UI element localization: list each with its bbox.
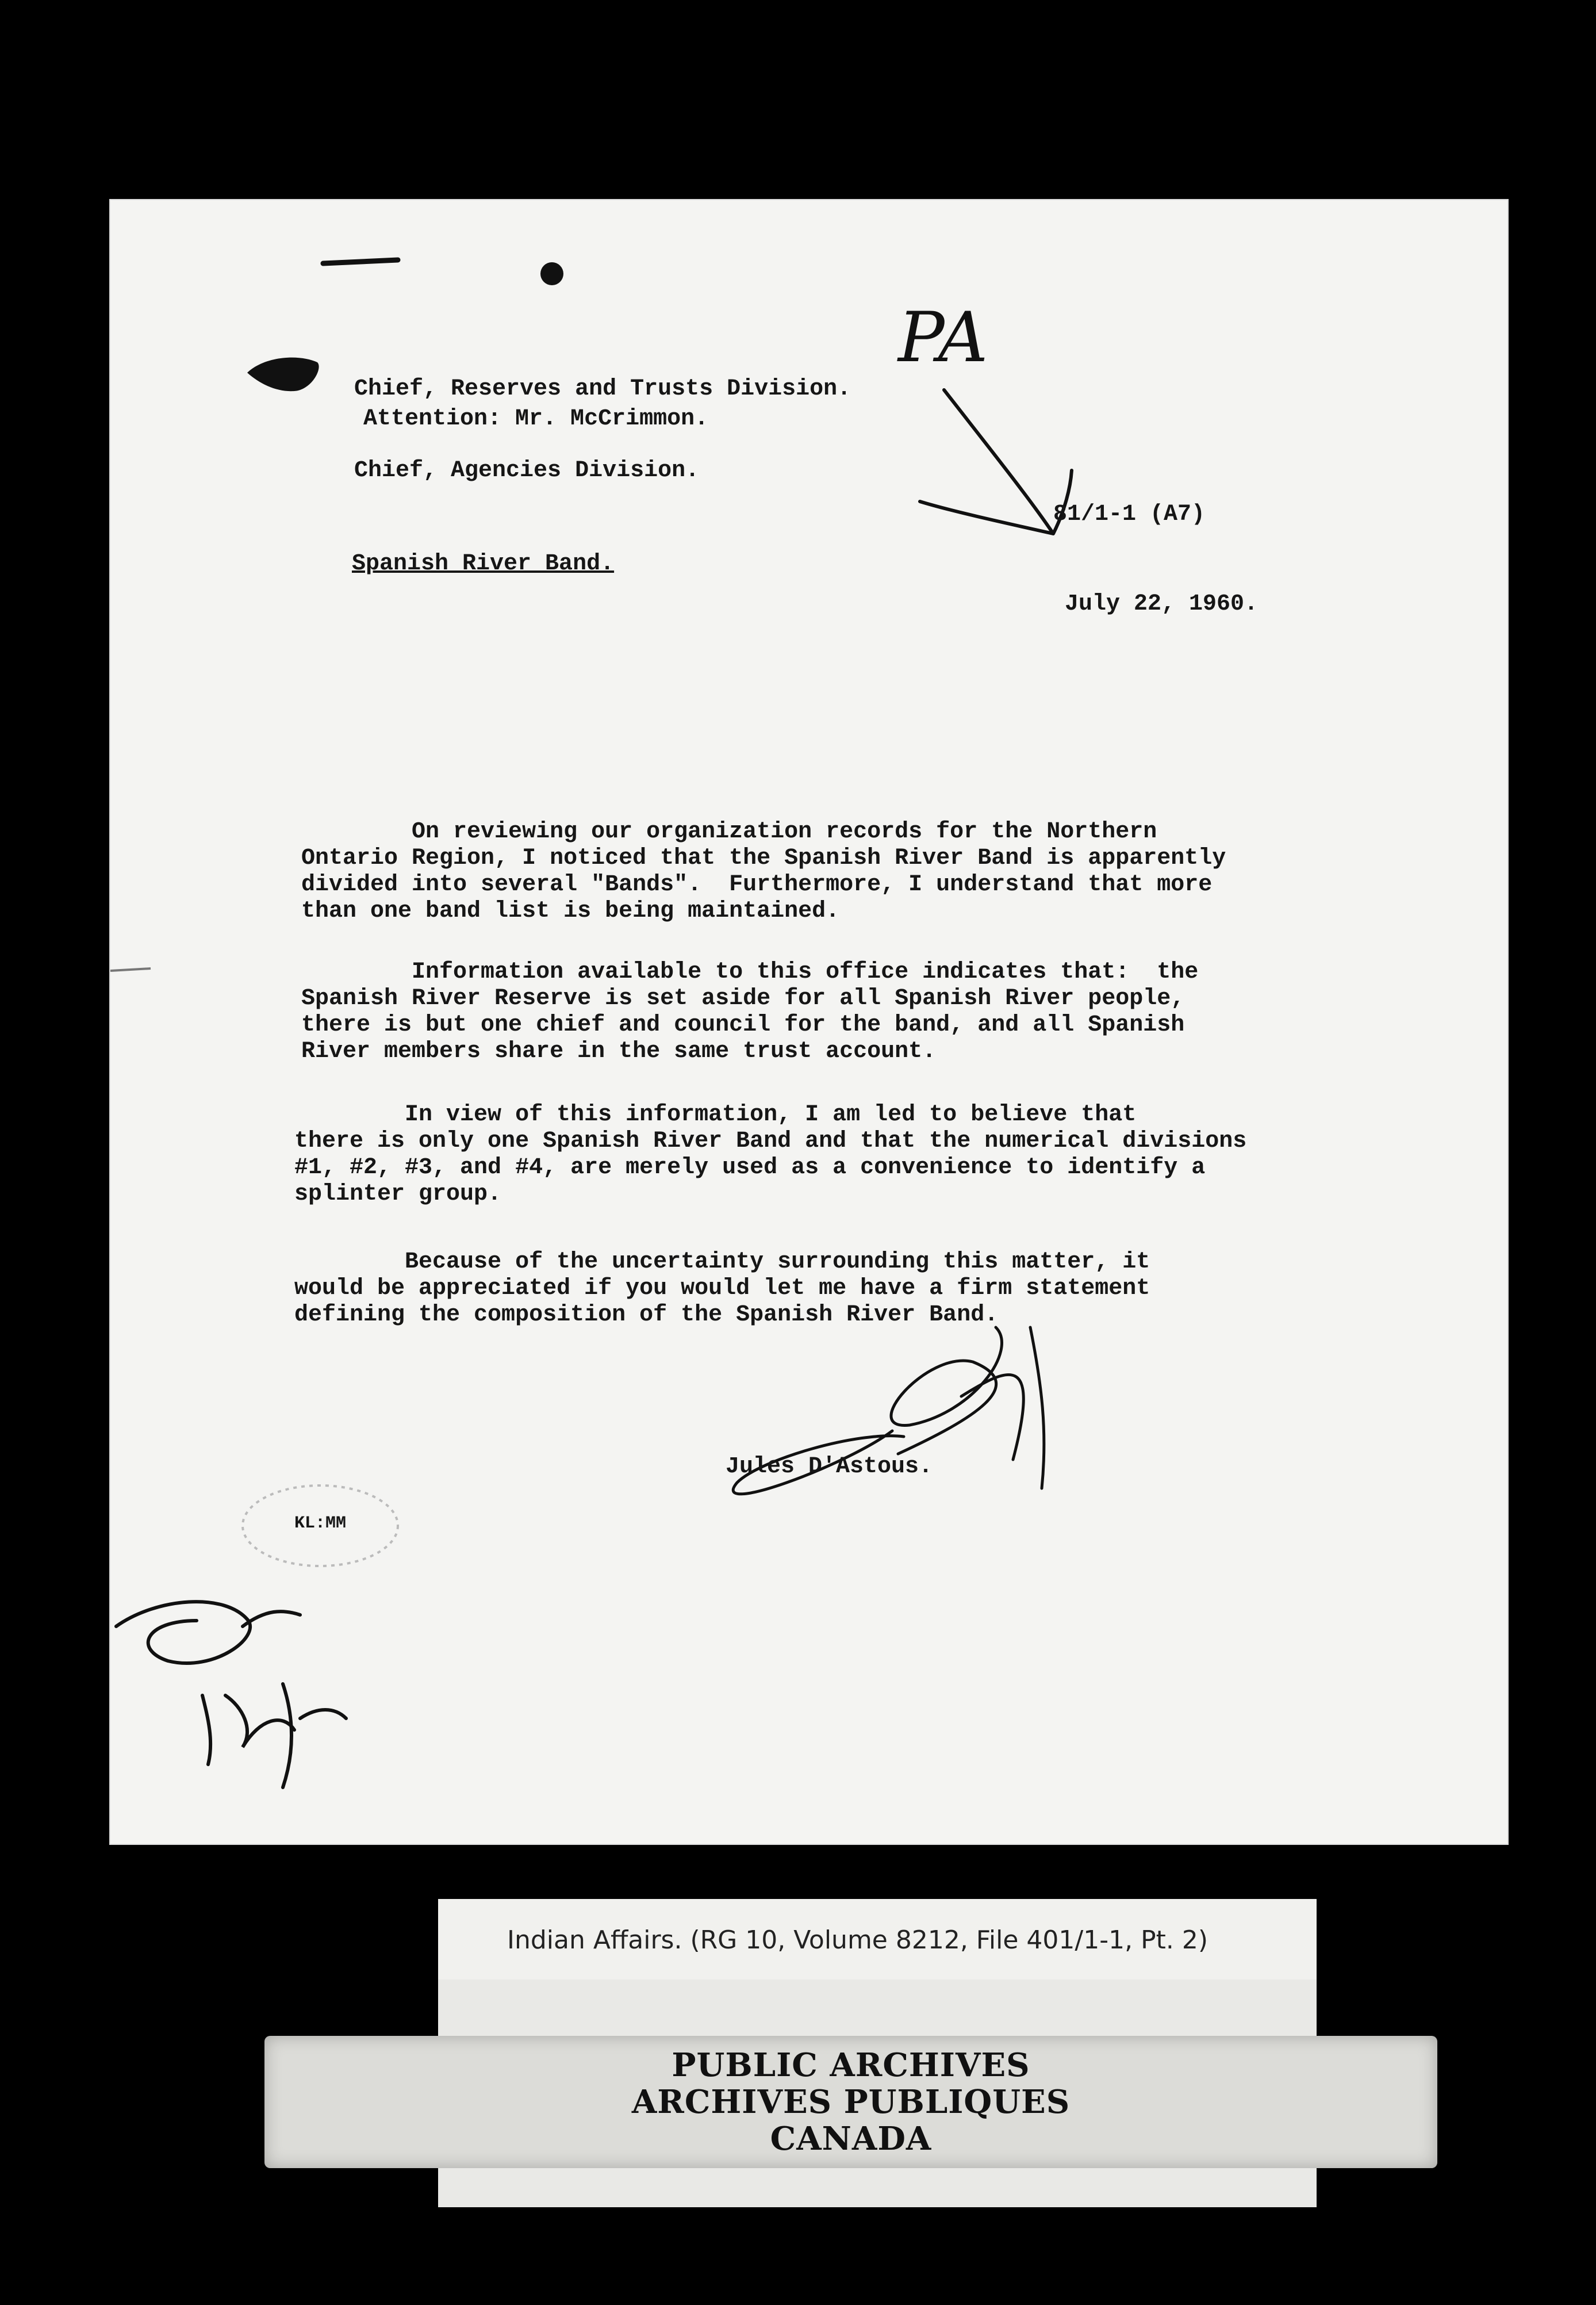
stamp-line-1: PUBLIC ARCHIVES [672, 2046, 1030, 2084]
reference-initials: KL:MM [294, 1514, 347, 1533]
paragraph-line: Information available to this office indicates that: the [301, 959, 1199, 985]
top-dash-mark [323, 260, 398, 263]
paragraph-line: than one band list is being maintained. [301, 898, 840, 924]
stamp-line-3: CANADA [770, 2120, 932, 2158]
signature-name: Jules D'Astous. [726, 1454, 933, 1480]
sender-line: Chief, Agencies Division. [354, 458, 700, 484]
handwritten-mark: PA [898, 298, 988, 378]
paragraph-line: divided into several "Bands". Furthermore, I understand that more [301, 872, 1213, 898]
paragraph-line: Because of the uncertainty surrounding this matter, it [294, 1249, 1150, 1275]
paragraph-line: River members share in the same trust account. [301, 1039, 937, 1065]
archive-reference-label [438, 1899, 1317, 1979]
paragraph-line: would be appreciated if you would let me have a firm statement [294, 1276, 1150, 1301]
archive-stamp [264, 2036, 1437, 2168]
arrow-mark [920, 390, 1072, 534]
ink-blot [247, 358, 319, 392]
letter-page [110, 200, 1507, 1844]
subject-line: Spanish River Band. [352, 551, 615, 577]
paragraph-line: Ontario Region, I noticed that the Spanish River Band is apparently [301, 845, 1226, 871]
file-number: 81/1-1 (A7) [1053, 501, 1206, 527]
addressee-line-1: Chief, Reserves and Trusts Division. [354, 376, 851, 402]
paragraph-line: Spanish River Reserve is set aside for all Spanish River people, [301, 986, 1185, 1012]
paragraph-1 [301, 819, 1226, 925]
paragraph-4 [294, 1249, 1150, 1328]
left-margin-tick [110, 968, 151, 971]
letter-date: July 22, 1960. [1065, 591, 1259, 617]
archive-reference: Indian Affairs. (RG 10, Volume 8212, File 401/1-1, Pt. 2) [507, 1925, 1208, 1955]
paragraph-line: In view of this information, I am led to believe that [294, 1102, 1137, 1128]
paragraph-line: there is but one chief and council for the band, and all Spanish [301, 1012, 1185, 1038]
addressee-line-2: Attention: Mr. McCrimmon. [363, 406, 709, 432]
paragraph-line: On reviewing our organization records for the Northern [301, 819, 1157, 845]
paragraph-line: splinter group. [294, 1181, 502, 1207]
paragraph-line: #1, #2, #3, and #4, are merely used as a convenience to identify a [294, 1155, 1206, 1181]
paragraph-2 [301, 959, 1198, 1065]
bottom-handwriting [116, 1602, 346, 1787]
punch-dot [540, 262, 563, 285]
paragraph-line: there is only one Spanish River Band and that the numerical divisions [294, 1128, 1247, 1154]
paragraph-3 [294, 1102, 1246, 1208]
stamp-line-2: ARCHIVES PUBLIQUES [631, 2083, 1071, 2121]
paragraph-line: defining the composition of the Spanish River Band. [294, 1302, 999, 1328]
